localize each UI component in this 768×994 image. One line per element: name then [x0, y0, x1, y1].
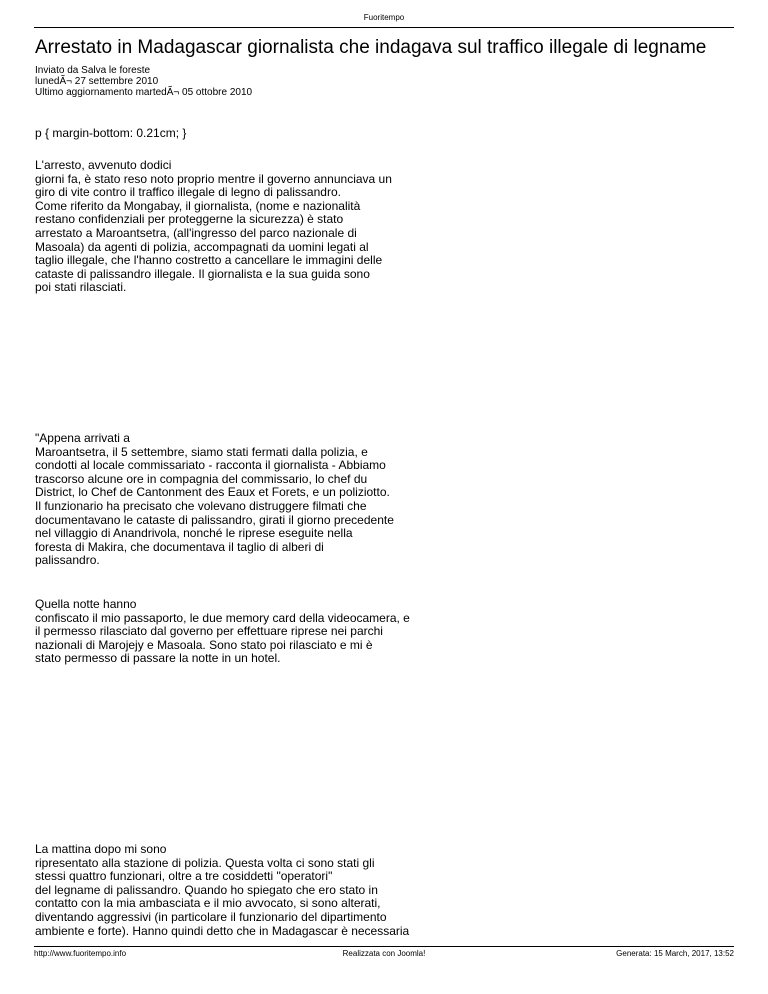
article-title: Arrestato in Madagascar giornalista che indagava sul traffico illegale di legname — [35, 37, 707, 58]
paragraph-line: La mattina dopo mi sono — [35, 842, 167, 856]
paragraph-line: stessi quattro funzionari, oltre a tre cosiddetti "operatori" — [35, 869, 333, 884]
paragraph-line: il permesso rilasciato dal governo per effettuare riprese nei parchi — [35, 624, 383, 639]
paragraph-line: documentavano le cataste di palissandro, girati il giorno precedente — [35, 512, 394, 527]
paragraph-line: contatto con la mia ambasciata e il mio avvocato, si sono alterati, — [35, 896, 381, 911]
paragraph-line: arrestato a Maroantsetra, (all'ingresso del parco nazionale di — [35, 225, 357, 240]
paragraph-line: diventando aggressivi (in particolare il funzionario del dipartimento — [35, 909, 387, 924]
paragraph-line: cataste di palissandro illegale. Il giornalista e la sua guida sono — [35, 266, 370, 281]
paragraph-line: condotti al locale commissariato - racconta il giornalista - Abbiamo — [35, 458, 386, 473]
paragraph-line: District, lo Chef de Cantonment des Eaux et Forets, e un poliziotto. — [35, 485, 390, 500]
paragraph-line: Maroantsetra, il 5 settembre, siamo stati fermati dalla polizia, e — [35, 444, 368, 459]
paragraph-4 — [35, 843, 409, 938]
site-header: Fuoritempo — [363, 13, 405, 22]
paragraph-line: "Appena arrivati a — [35, 431, 130, 445]
paragraph-line: L'arresto, avvenuto dodici — [35, 158, 172, 172]
paragraph-line: ambiente e forte). Hanno quindi detto che in Madagascar è necessaria — [35, 923, 410, 938]
date-line: lunedÃ¬ 27 settembre 2010 — [35, 76, 159, 87]
paragraph-line: palissandro. — [35, 553, 100, 568]
css-artifact-text: p { margin-bottom: 0.21cm; } — [35, 126, 187, 140]
article-meta — [35, 65, 252, 98]
header-divider — [34, 27, 734, 28]
footer-url: http://www.fuoritempo.info — [34, 949, 127, 958]
footer-divider — [34, 946, 734, 947]
paragraph-line: ripresentato alla stazione di polizia. Questa volta ci sono stati gli — [35, 855, 375, 870]
paragraph-line: confiscato il mio passaporto, le due memory card della videocamera, e — [35, 610, 410, 625]
paragraph-1 — [35, 159, 392, 295]
paragraph-2 — [35, 432, 394, 568]
footer-generated: Generata: 15 March, 2017, 13:52 — [616, 949, 734, 958]
paragraph-line: Come riferito da Mongabay, il giornalista, (nome e nazionalità — [35, 198, 361, 213]
paragraph-line: Masoala) da agenti di polizia, accompagnati da uomini legati al — [35, 239, 369, 254]
paragraph-line: stato permesso di passare la notte in un hotel. — [35, 651, 281, 666]
paragraph-line: giorni fa, è stato reso noto proprio mentre il governo annunciava un — [35, 171, 392, 186]
footer-credit: Realizzata con Joomla! — [342, 949, 426, 958]
paragraph-line: nel villaggio di Anandrivola, nonché le riprese eseguite nella — [35, 526, 353, 541]
paragraph-line: restano confidenziali per proteggerne la sicurezza) è stato — [35, 212, 344, 227]
paragraph-line: del legname di palissandro. Quando ho spiegato che ero stato in — [35, 882, 378, 897]
paragraph-line: foresta di Makira, che documentava il taglio di alberi di — [35, 539, 324, 554]
paragraph-line: giro di vite contro il traffico illegale di legno di palissandro. — [35, 185, 341, 200]
paragraph-line: poi stati rilasciati. — [35, 280, 127, 295]
paragraph-line: nazionali di Marojejy e Masoala. Sono stato poi rilasciato e mi è — [35, 637, 373, 652]
paragraph-line: Quella notte hanno — [35, 597, 137, 611]
paragraph-line: taglio illegale, che l'hanno costretto a cancellare le immagini delle — [35, 253, 383, 268]
paragraph-line: trascorso alcune ore in compagnia del commissario, lo chef du — [35, 471, 368, 486]
paragraph-3 — [35, 598, 410, 666]
paragraph-line: Il funzionario ha precisato che volevano distruggere filmati che — [35, 498, 367, 513]
author-line: Inviato da Salva le foreste — [35, 65, 151, 76]
updated-line: Ultimo aggiornamento martedÃ¬ 05 ottobre 2010 — [35, 87, 253, 98]
